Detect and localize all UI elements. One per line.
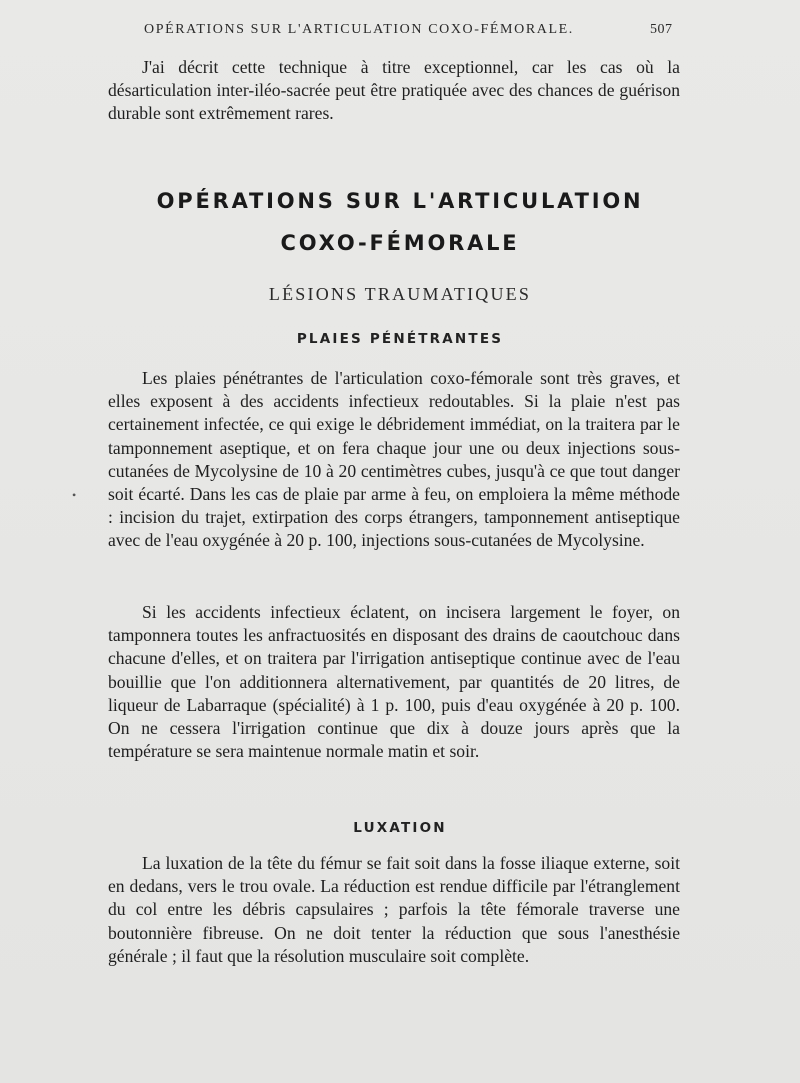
chapter-title-line-1: OPÉRATIONS SUR L'ARTICULATION — [156, 189, 644, 213]
plaies-heading: PLAIES PÉNÉTRANTES — [296, 331, 504, 347]
page-number: 507 — [650, 22, 673, 37]
luxation-heading: LUXATION — [353, 820, 447, 836]
running-head-title: OPÉRATIONS SUR L'ARTICULATION COXO-FÉMORALE. — [144, 22, 574, 37]
luxation-paragraph: La luxation de la tête du fémur se fait soit dans la fosse iliaque externe, soit en dedans, vers le trou ovale. La réduction est rendue difficile par l'étranglement du col entre les débris capsulaires ; parfois la tête fémorale traverse une boutonnière fibreuse. On ne doit tenter la réduction que sous l'anesthésie générale ; il faut que la résolution musculaire soit complète. — [108, 853, 680, 966]
plaies-paragraph-1: Les plaies pénétrantes de l'articulation coxo-fémorale sont très graves, et elles exposent à des accidents infectieux redoutables. Si la plaie n'est pas certainement infectée, ce qui exige le débridement immédiat, on la traitera par le tamponnement aseptique, et on fera chaque jour une ou deux injections sous-cutanées de Mycolysine de 10 à 20 centimètres cubes, jusqu'à ce que tout danger soit écarté. Dans les cas de plaie par arme à feu, on emploiera la même méthode : incision du trajet, extirpation des corps étrangers, tamponnement antiseptique avec de l'eau oxygénée à 20 p. 100, injections sous-cutanées de Mycolysine. — [108, 368, 680, 551]
section-title: LÉSIONS TRAUMATIQUES — [268, 284, 532, 304]
plaies-paragraph-2: Si les accidents infectieux éclatent, on incisera largement le foyer, on tamponnera toutes les anfractuosités en disposant des drains de caoutchouc dans chacune d'elles, et on traitera par l'irrigation antiseptique continue avec de l'eau bouillie que l'on additionnera alternativement, par quantités de 20 litres, de liqueur de Labarraque (spécialité) à 1 p. 100, puis d'eau oxygénée à 20 p. 100. On ne cessera l'irrigation continue que dix à douze jours après que la température se sera maintenue normale matin et soir. — [108, 602, 680, 762]
margin-dot: • — [72, 488, 77, 502]
chapter-title — [0, 180, 800, 264]
intro-paragraph: J'ai décrit cette technique à titre exceptionnel, car les cas où la désarticulation inter-iléo-sacrée peut être pratiquée avec des chances de guérison durable sont extrêmement rares. — [108, 57, 680, 124]
chapter-title-line-2: COXO-FÉMORALE — [280, 231, 520, 255]
